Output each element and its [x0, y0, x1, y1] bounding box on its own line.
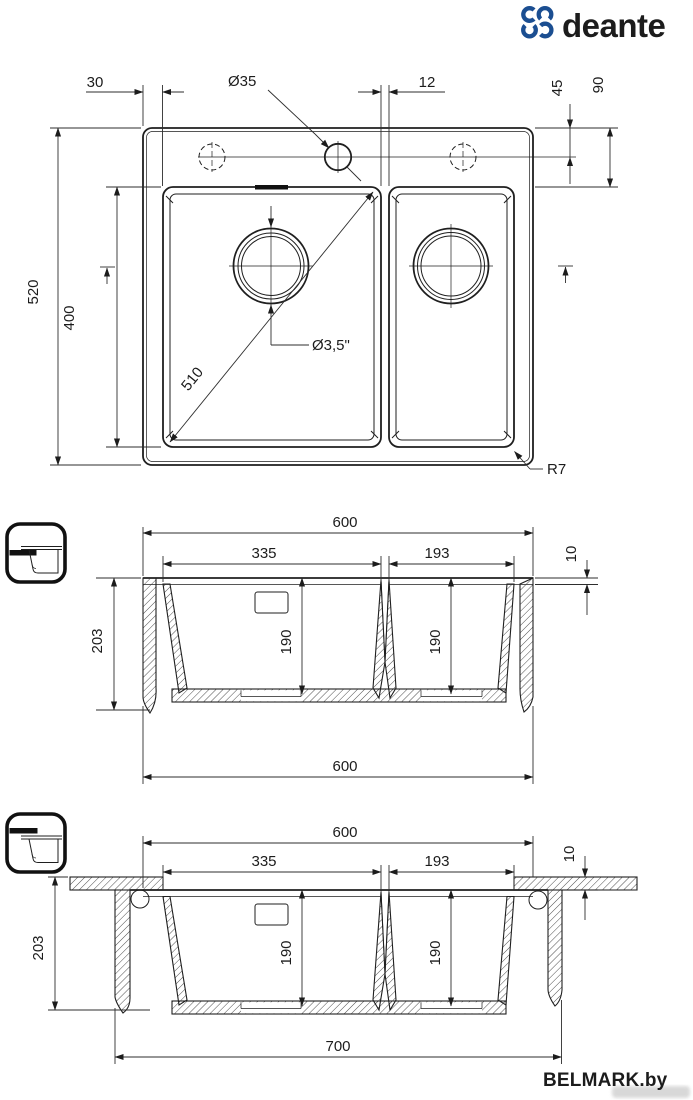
dim-bowl1-width: 335 [251, 545, 277, 562]
dim-bowl2-width: 193 [424, 545, 450, 562]
dim-bowl-gap: 12 [418, 74, 436, 91]
inset-sink-body [143, 578, 533, 713]
drain-recess-right [421, 1002, 482, 1013]
dim-overall-width: 600 [332, 824, 358, 841]
dim-bowl2-width: 193 [424, 853, 450, 870]
dim-flange-offset: 30 [86, 74, 104, 91]
dim-rim-height: 10 [561, 845, 578, 863]
brand-name: deante [562, 7, 666, 44]
centerline-tick-right [558, 266, 573, 283]
icon-countertop-bar [10, 550, 37, 556]
watermark [543, 1070, 690, 1098]
mounting-clip-left [131, 890, 149, 908]
faucet-holes [198, 141, 576, 173]
dim-bottom-width: 600 [332, 758, 358, 775]
dim-bowl2-depth: 190 [427, 629, 444, 655]
top-view [25, 73, 618, 478]
watermark-text: BELMARK.by [543, 1070, 668, 1091]
drain-recess-left [241, 690, 301, 701]
drain-right [409, 224, 493, 308]
skirt-left [143, 578, 156, 713]
dim-bowl-length: 400 [61, 305, 78, 331]
dim-rim-to-bowl: 90 [590, 76, 607, 94]
dim-overall-height: 203 [30, 935, 47, 961]
support-left [115, 890, 130, 1013]
countertop-left [70, 877, 163, 890]
undermount-icon [7, 814, 65, 872]
brand-logo [523, 7, 665, 44]
dim-hole-center-offset: 45 [549, 79, 566, 97]
dim-bowl1-depth: 190 [278, 940, 295, 966]
dim-drain-dia: Ø3,5" [312, 337, 350, 354]
dim-bowl2-depth: 190 [427, 940, 444, 966]
inset-mount-icon [7, 524, 65, 582]
dim-rim-height: 10 [563, 545, 580, 563]
overflow-opening [255, 904, 288, 925]
bowl-right [389, 187, 514, 447]
skirt-right [520, 578, 533, 712]
drain-recess-left [241, 1002, 301, 1013]
dim-bowl1-depth: 190 [278, 629, 295, 655]
dim-overall-height: 203 [89, 628, 106, 654]
dim-bowl1-width: 335 [251, 853, 277, 870]
icon-countertop-bar [10, 828, 38, 834]
countertop [70, 877, 637, 890]
centerline-tick-left [100, 267, 115, 284]
drain-left [229, 224, 313, 308]
sink-outline [143, 128, 533, 465]
section-view-undermount [7, 814, 637, 1064]
support-right [548, 890, 562, 1006]
bowl1-wall [163, 584, 187, 693]
dim-overall-depth: 520 [25, 279, 42, 305]
countertop-right [514, 877, 637, 890]
dim-corner-radius: R7 [547, 461, 567, 478]
deante-pinwheel-icon [523, 8, 551, 36]
dim-faucet-hole-dia: Ø35 [228, 73, 257, 90]
dim-bowl-diagonal: 510 [178, 364, 207, 395]
overflow-slot [255, 185, 288, 190]
section-view-inset [7, 514, 598, 784]
top-view-dimensions [25, 73, 618, 478]
bowl2-wall [498, 584, 514, 693]
bowl2-wall [498, 897, 514, 1006]
bowl1-wall [163, 897, 187, 1006]
under-sink-body [115, 890, 562, 1014]
dim-cabinet-width: 700 [325, 1038, 351, 1055]
mounting-clip-right [529, 891, 547, 909]
overflow-opening [255, 592, 288, 613]
dim-overall-width: 600 [332, 514, 358, 531]
drain-recess-right [421, 690, 482, 701]
